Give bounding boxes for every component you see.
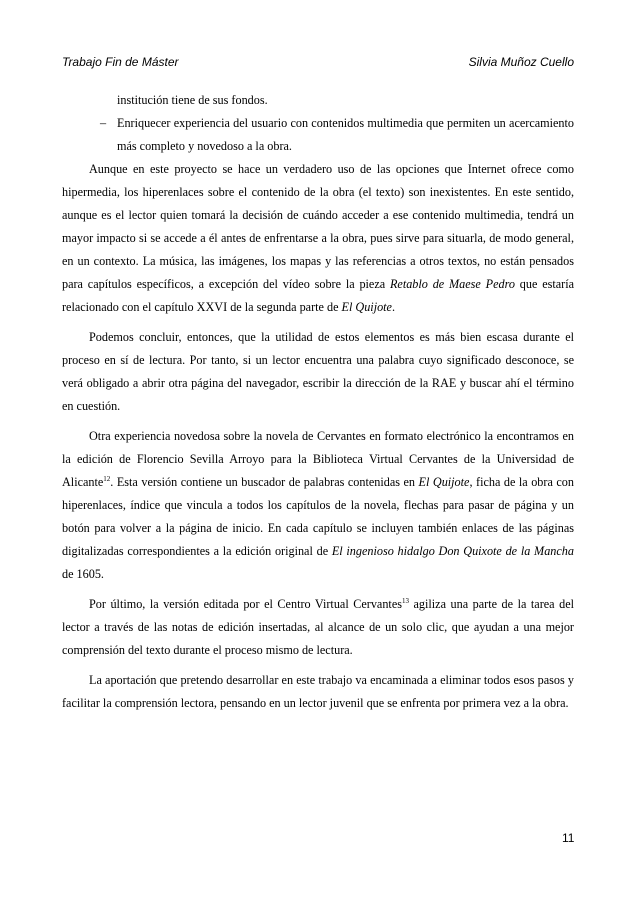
document-body — [62, 89, 574, 722]
paragraph-1-text-b: que estaría relacionado con el capítulo XXVI de la segunda parte de — [62, 277, 574, 314]
work-title-retablo: Retablo de Maese Pedro — [389, 277, 515, 291]
dash-bullet: – — [100, 116, 107, 130]
paragraph-3-text: Otra experiencia novedosa sobre la novela de Cervantes en formato electrónico la encontramos en la edición de Florencio Sevilla Arroyo para la Biblioteca Virtual Cervantes de la Universidad de Alicante — [62, 429, 574, 489]
footnote-ref-13: 13 — [401, 596, 409, 605]
header-title: Trabajo Fin de Máster — [62, 55, 179, 69]
list-item — [62, 112, 574, 158]
paragraph-2: Podemos concluir, entonces, que la utilidad de estos elementos es más bien escasa durante el proceso en sí de lectura. Por tanto, si un lector encuentra una palabra cuyo significado desconoce, se verá obligado a abrir otra página del navegador, escribir la dirección de la RAE y buscar ahí el término en cuestión. — [62, 330, 574, 413]
paragraph-1 — [62, 158, 574, 319]
paragraph-4 — [62, 593, 574, 662]
work-title-ingenioso-hidalgo: El ingenioso hidalgo Don Quixote de la Mancha — [331, 544, 574, 558]
page-number: 11 — [562, 831, 575, 845]
list-item-text: Enriquecer experiencia del usuario con contenidos multimedia que permiten un acercamiento más completo y novedoso a la obra. — [117, 116, 574, 153]
paragraph-1-text: Aunque en este proyecto se hace un verdadero uso de las opciones que Internet ofrece como hipermedia, los hiperenlaces sobre el contenido de la obra (el texto) son inexistentes. En este sentido, aunque es el lector quien tomará la decisión de cuándo acceder a ese contenido multimedia, tendrá un mayor impacto si se accede a él antes de enfrentarse a la obra, pues sirve para situarla, de modo general, en un contexto. La música, las imágenes, los mapas y las referencias a otros textos, no están pensados para capítulos específicos, a excepción del vídeo sobre la pieza — [62, 162, 574, 291]
list-continuation: institución tiene de sus fondos. — [117, 93, 268, 107]
paragraph-5: La aportación que pretendo desarrollar en este trabajo va encaminada a eliminar todos esos pasos y facilitar la comprensión lectora, pensando en un lector juvenil que se enfrenta por primera vez a la obra. — [62, 673, 574, 710]
paragraph-1-end: . — [391, 300, 396, 314]
paragraph-3-text-c: , ficha de la obra con hiperenlaces, índice que vincula a todos los capítulos de la novela, flechas para pasar de página y un botón para volver a la página de inicio. En cada capítulo se incluyen también enlaces de las páginas digitalizadas correspondientes a la edición original de — [62, 475, 574, 558]
work-title-quijote: El Quijote — [341, 300, 392, 314]
paragraph-4-text: Por último, la versión editada por el Centro Virtual Cervantes — [89, 597, 402, 611]
paragraph-4-text-b: agiliza una parte de la tarea del lector a través de las notas de edición insertadas, al alcance de un solo clic, que ayudan a una mejor comprensión del texto durante el proceso mismo de lectura. — [62, 597, 574, 657]
paragraph-3-end: de 1605. — [62, 567, 104, 581]
paragraph-3-text-b: . Esta versión contiene un buscador de palabras contenidas en — [110, 475, 419, 489]
work-title-quijote: El Quijote — [418, 475, 470, 489]
paragraph-3 — [62, 425, 574, 586]
header-author: Silvia Muñoz Cuello — [468, 55, 574, 69]
footnote-ref-12: 12 — [103, 474, 111, 483]
